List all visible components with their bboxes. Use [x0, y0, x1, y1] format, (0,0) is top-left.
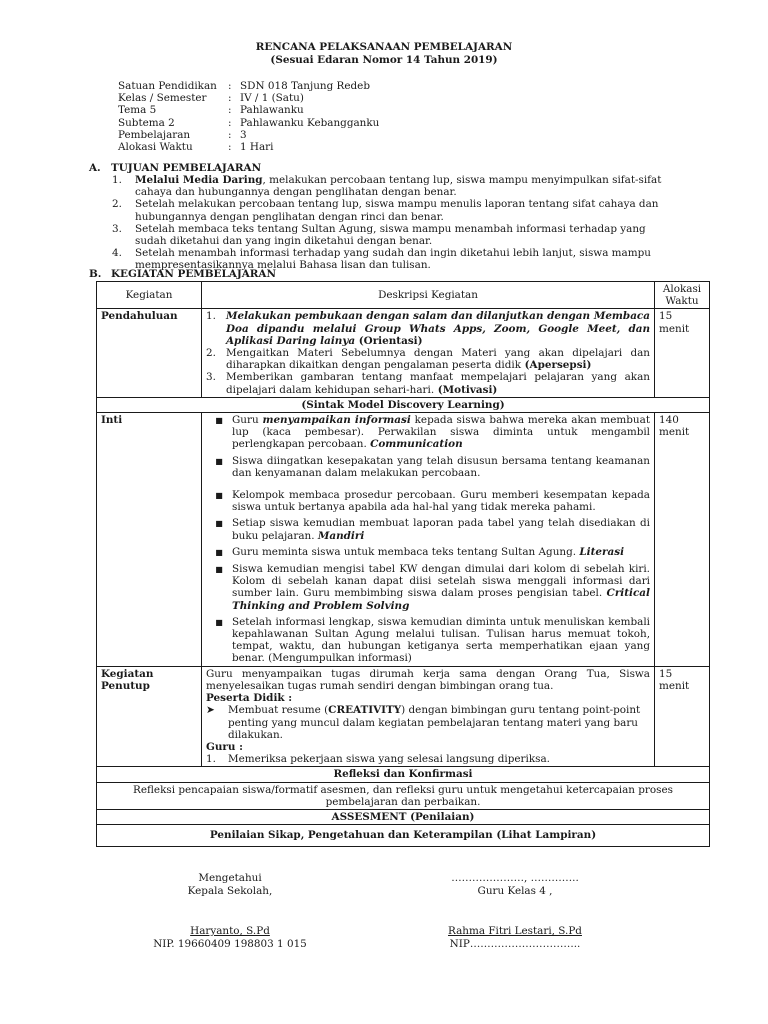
sintak-heading: (Sintak Model Discovery Learning)	[97, 397, 710, 412]
learning-goals	[112, 174, 672, 272]
document-title: RENCANA PELAKSANAAN PEMBELAJARAN	[255, 41, 513, 53]
meta-row: Satuan Pendidikan : SDN 018 Tanjung Redeb	[118, 80, 370, 92]
bullet-icon: ■	[215, 617, 223, 627]
principal-nip: NIP. 19660409 198803 1 015	[153, 938, 307, 950]
bullet-icon: ■	[215, 565, 223, 575]
table-row	[97, 767, 710, 782]
arrow-icon: ➤	[206, 704, 215, 717]
list-item: ■ Setiap siswa kemudian membuat laporan pada tabel yang telah disediakan di buku pelajaran. Mandiri	[206, 517, 650, 541]
signature-teacher: …………………, ………….. Guru Kelas 4 , Rahma Fitri Lestari, S.Pd NIP…………………………..	[430, 872, 600, 951]
table-row	[97, 809, 710, 824]
bullet-icon: ■	[215, 456, 223, 466]
bullet-icon: ■	[215, 519, 223, 529]
inti-description	[202, 413, 655, 667]
meta-row: Tema 5 : Pahlawanku	[118, 104, 304, 117]
list-item: ■ Kelompok membaca prosedur percobaan. Guru memberi kesempatan kepada siswa untuk bertanya apabila ada hal-hal yang tidak mereka pahami.	[206, 489, 650, 513]
signature-principal: Mengetahui Kepala Sekolah, Haryanto, S.Pd NIP. 19660409 198803 1 015	[150, 872, 310, 951]
teacher-name: Rahma Fitri Lestari, S.Pd	[448, 925, 582, 937]
bullet-icon: ■	[215, 547, 223, 557]
list-item: 4. Setelah menambah informasi terhadap yang sudah dan ingin diketahui lebih lanjut, siswa mampu mempresentasikannya melalui Bahasa lisan dan tulisan.	[112, 247, 651, 272]
list-item: 3. Memberikan gambaran tentang manfaat mempelajari pelajaran yang akan dipelajari dalam kehidupan sehari-hari. (Motivasi)	[206, 371, 650, 396]
penutup-description: Guru menyampaikan tugas dirumah kerja sama dengan Orang Tua, Siswa menyelesaikan tugas rumah sendiri dengan bimbingan orang tua. Peserta Didik : ➤ Membuat resume (CREATIVITY) dengan bimbingan guru tentang point-point penting yang muncul dalam kegiatan pembelajaran tentang materi yang baru dilakukan. Guru : 1. Memeriksa pekerjaan siswa yang selesai langsung diperiksa.	[202, 666, 655, 767]
row-label-penutup: Kegiatan Penutup	[97, 666, 202, 767]
pendahuluan-description	[202, 309, 655, 397]
header-alokasi: Alokasi Waktu	[655, 282, 710, 309]
list-item: ■ Siswa kemudian mengisi tabel KW dengan dimulai dari kolom di sebelah kiri. Kolom di sebelah kanan dapat diisi setelah siswa menggali informasi dari sumber lain. Guru membimbing siswa dalam proses pengisian tabel. Critical Thinking and Problem Solving	[206, 563, 650, 612]
table-row	[97, 782, 710, 809]
section-a-heading: A. TUJUAN PEMBELAJARAN	[89, 162, 262, 174]
asesmen-heading: ASSESMENT (Penilaian)	[97, 809, 710, 824]
teacher-nip: NIP…………………………..	[449, 938, 581, 950]
header-kegiatan: Kegiatan	[97, 282, 202, 309]
list-item: 1. Melakukan pembukaan dengan salam dan dilanjutkan dengan Membaca Doa dipandu melalui Group Whats Apps, Zoom, Google Meet, dan Aplikasi Daring lainya (Orientasi)	[206, 310, 650, 347]
table-row	[97, 309, 710, 397]
list-item: 2. Mengaitkan Materi Sebelumnya dengan Materi yang akan dipelajari dan diharapkan dikaitkan dengan pengalaman peserta didik (Apersepsi)	[206, 347, 650, 372]
time-inti: 140 menit	[655, 413, 710, 667]
list-item: 1. Memeriksa pekerjaan siswa yang selesai langsung diperiksa.	[206, 753, 550, 766]
list-item: ■ Setelah informasi lengkap, siswa kemudian diminta untuk menuliskan kembali kepahlawanan Sultan Agung melalui tulisan. Tulisan harus memuat tokoh, tempat, waktu, dan hubungan ketiganya serta memperhatikan ejaan yang benar. (Mengumpulkan informasi)	[206, 616, 650, 665]
meta-row: Alokasi Waktu : 1 Hari	[118, 141, 274, 154]
header-deskripsi: Deskripsi Kegiatan	[202, 282, 655, 309]
asesmen-text: Penilaian Sikap, Pengetahuan dan Keterampilan (Lihat Lampiran)	[97, 825, 710, 847]
list-item: ■ Siswa diingatkan kesepakatan yang telah disusun bersama tentang keamanan dan kenyamanan dalam melakukan percobaan.	[206, 455, 650, 479]
document-subtitle: (Sesuai Edaran Nomor 14 Tahun 2019)	[270, 54, 498, 66]
list-item: ■ Guru menyampaikan informasi kepada siswa bahwa mereka akan membuat lup (kaca pembesar). Perwakilan siswa diminta untuk mengambil perlengkapan percobaan. Communication	[206, 414, 650, 451]
principal-name: Haryanto, S.Pd	[190, 925, 270, 937]
bullet-icon: ■	[215, 416, 223, 426]
table-row	[97, 666, 710, 767]
list-item: ➤ Membuat resume (CREATIVITY) dengan bimbingan guru tentang point-point penting yang muncul dalam kegiatan pembelajaran tentang materi yang baru dilakukan.	[206, 704, 641, 741]
section-b-heading: B. KEGIATAN PEMBELAJARAN	[89, 268, 276, 280]
list-item: 1. Melalui Media Daring, melakukan percobaan tentang lup, siswa mampu menyimpulkan sifat-sifat cahaya dan hubungannya dengan penglihatan dengan benar.	[112, 174, 662, 199]
row-label-inti: Inti	[97, 413, 202, 667]
time-penutup: 15 menit	[655, 666, 710, 767]
list-item: 3. Setelah membaca teks tentang Sultan Agung, siswa mampu menambah informasi terhadap yang sudah diketahui dan yang ingin diketahui dengan benar.	[112, 222, 646, 248]
time-pendahuluan: 15 menit	[655, 309, 710, 397]
activities-table	[96, 281, 710, 847]
meta-row: Pembelajaran : 3	[118, 128, 247, 141]
table-row	[97, 397, 710, 412]
table-header-row	[97, 282, 710, 309]
identity-block	[118, 80, 379, 153]
meta-row: Subtema 2 : Pahlawanku Kebangganku	[118, 116, 380, 129]
refleksi-text: Refleksi pencapaian siswa/formatif asesmen, dan refleksi guru untuk mengetahui ketercapaian proses pembelajaran dan perbaikan.	[97, 782, 710, 809]
meta-row: Kelas / Semester : IV / 1 (Satu)	[118, 92, 304, 105]
bullet-icon: ■	[215, 491, 223, 501]
table-row	[97, 825, 710, 847]
list-item: 2. Setelah melakukan percobaan tentang lup, siswa mampu menulis laporan tentang sifat cahaya dan hubungannya dengan penglihatan dengan rinci dan benar.	[112, 198, 659, 223]
table-row	[97, 413, 710, 667]
refleksi-heading: Refleksi dan Konfirmasi	[97, 767, 710, 782]
row-label-pendahuluan: Pendahuluan	[97, 309, 202, 397]
list-item: ■ Guru meminta siswa untuk membaca teks tentang Sultan Agung. Literasi	[206, 546, 650, 559]
